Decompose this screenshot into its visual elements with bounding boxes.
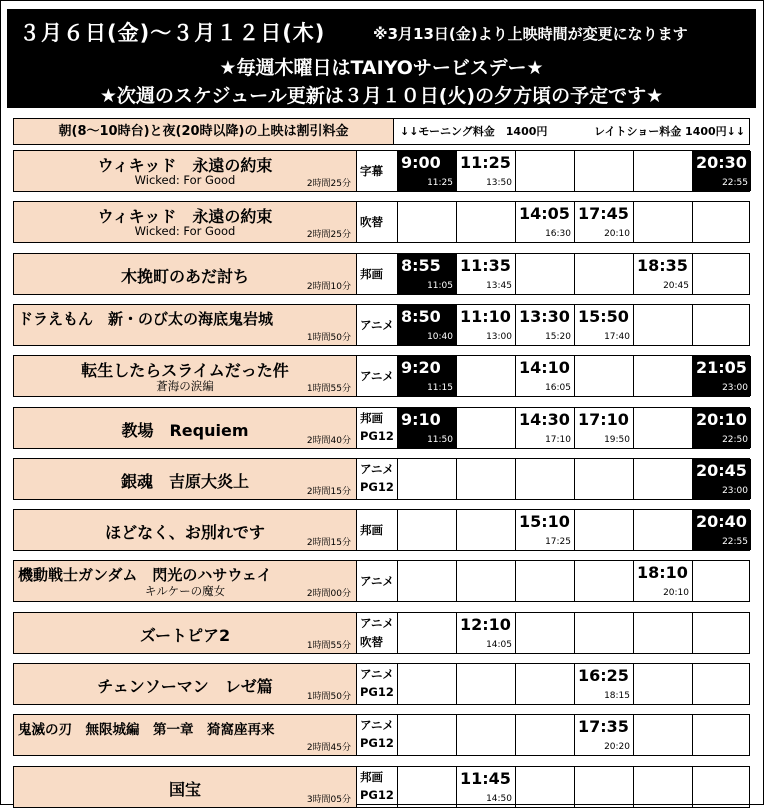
showtime-slot [634,151,693,191]
movie-type-label: 吹替 [360,215,383,229]
showtime-start: 17:35 [578,717,629,736]
showtime-slot [457,356,516,396]
movie-type-label: 吹替 [360,635,383,649]
showtime-slot [693,356,751,396]
movie-title-cell [14,715,357,755]
showtime-end: 13:00 [486,332,512,342]
showtime-slot [634,561,693,601]
showtime-slot [575,459,634,499]
movie-title: 鬼滅の刃 無限城編 第一章 猗窩座再来 [18,722,275,738]
showtime-start: 11:45 [460,769,511,788]
showtime-slot [398,459,457,499]
movie-row [13,663,750,705]
showtime-slot [398,356,457,396]
showtime-end: 20:45 [663,281,689,291]
showtime-start: 17:45 [578,204,629,223]
movie-row [13,509,750,551]
showtime-slot [398,767,457,807]
showtime-slot [575,510,634,550]
showtime-start: 18:35 [637,256,688,275]
showtime-slot [398,510,457,550]
movie-type-cell [357,151,398,191]
showtime-end: 17:40 [604,332,630,342]
movie-title-cell [14,356,357,396]
movie-title: ウィキッド 永遠の約束 [97,207,273,226]
showtime-start: 11:10 [460,307,511,326]
movie-subtitle: Wicked: For Good [134,224,236,238]
showtime-end: 23:00 [722,383,748,393]
movie-type-label: アニメ [360,718,394,732]
date-range: ３月６日(金)～３月１２日(木) [19,21,326,45]
showtime-slot [693,459,751,499]
movie-title: 木挽町のあだ討ち [120,267,249,286]
movie-title: 転生したらスライムだった件 [81,361,289,380]
movie-type-cell [357,356,398,396]
showtime-slot [516,254,575,294]
movie-row [13,150,750,192]
movie-type-label: PG12 [360,685,394,699]
showtime-end: 11:50 [427,435,453,445]
showtime-start: 14:05 [519,204,570,223]
movie-row [13,766,750,808]
showtime-slot [398,254,457,294]
movie-title: 国宝 [168,780,201,799]
movie-title-cell [14,151,357,191]
movie-title-cell [14,305,357,345]
showtime-slot [693,254,751,294]
showtime-slot [634,408,693,448]
movie-duration: 1時間55分 [306,384,351,394]
movie-title: 機動戦士ガンダム 閃光のハサウェイ [18,566,272,584]
movie-type-label: PG12 [360,429,394,443]
movie-type-label: アニメ [360,318,394,332]
schedule-header [7,9,756,108]
showtime-slot [693,715,751,755]
service-day-banner: ★毎週木曜日はTAIYOサービスデー★ [219,57,544,79]
showtime-end: 22:55 [722,178,748,188]
showtime-end: 13:50 [486,178,512,188]
showtime-start: 11:25 [460,153,511,172]
movie-row [13,407,750,449]
showtime-end: 16:30 [545,229,571,239]
showtime-slot [693,510,751,550]
movie-type-cell [357,561,398,601]
movie-type-label: アニメ [360,574,394,588]
showtime-slot [575,254,634,294]
showtime-slot [575,664,634,704]
showtime-slot [693,408,751,448]
showtime-end: 18:15 [604,691,630,701]
discount-note: 朝(8～10時台)と夜(20時以降)の上映は割引料金 [14,119,394,144]
showtime-slot [575,408,634,448]
movie-title-cell [14,408,357,448]
showtime-start: 14:10 [519,358,570,377]
showtime-slot [516,202,575,242]
showtime-start: 8:50 [401,307,441,326]
showtime-start: 20:45 [696,461,747,480]
showtime-slot [457,664,516,704]
movie-type-label: 邦画 [360,770,383,784]
showtime-slot [457,202,516,242]
showtime-slot [634,613,693,653]
movie-duration: 1時間55分 [306,641,351,651]
showtime-end: 20:20 [604,742,630,752]
showtime-slot [634,767,693,807]
movie-type-label: PG12 [360,788,394,802]
movie-type-label: PG12 [360,736,394,750]
showtime-end: 11:15 [427,383,453,393]
showtime-start: 12:10 [460,615,511,634]
showtime-slot [516,715,575,755]
showtime-slot [516,151,575,191]
movie-row [13,355,750,397]
showtime-slot [634,202,693,242]
showtime-slot [693,151,751,191]
movie-type-label: アニメ [360,616,394,630]
movie-title: ウィキッド 永遠の約束 [97,156,273,175]
showtime-slot [516,664,575,704]
showtime-start: 13:30 [519,307,570,326]
movie-subtitle: Wicked: For Good [134,173,236,187]
discount-bar [13,118,750,145]
showtime-slot [457,254,516,294]
showtime-start: 20:10 [696,410,747,429]
showtime-slot [575,202,634,242]
movie-type-cell [357,305,398,345]
late-show-price: レイトショー料金 1400円↓↓ [594,125,746,138]
showtime-slot [634,356,693,396]
showtime-start: 9:20 [401,358,441,377]
movie-title-cell [14,767,357,807]
showtime-start: 11:35 [460,256,511,275]
movie-duration: 2時間45分 [306,743,351,753]
showtime-end: 19:50 [604,435,630,445]
movie-type-label: 邦画 [360,411,383,425]
showtime-slot [693,305,751,345]
showtime-slot [575,305,634,345]
showtime-slot [575,767,634,807]
movie-title: 銀魂 吉原大炎上 [120,472,249,491]
showtime-end: 16:05 [545,383,571,393]
movie-duration: 2時間15分 [306,538,351,548]
showtime-slot [634,664,693,704]
showtime-slot [516,408,575,448]
showtime-slot [693,664,751,704]
showtime-slot [693,202,751,242]
showtime-slot [575,356,634,396]
showtime-slot [457,561,516,601]
showtime-slot [457,613,516,653]
showtime-start: 15:50 [578,307,629,326]
movie-row [13,714,750,756]
movie-row [13,304,750,346]
movie-type-label: アニメ [360,667,394,681]
movie-type-label: PG12 [360,480,394,494]
showtime-start: 8:55 [401,256,441,275]
showtime-start: 9:00 [401,153,441,172]
showtime-slot [516,561,575,601]
showtime-slot [516,613,575,653]
movie-type-label: 字幕 [360,164,383,178]
showtime-end: 13:45 [486,281,512,291]
showtime-end: 22:55 [722,537,748,547]
movie-title-cell [14,459,357,499]
showtime-slot [457,459,516,499]
movie-type-cell [357,613,398,653]
movie-title-cell [14,664,357,704]
showtime-slot [516,510,575,550]
showtime-start: 21:05 [696,358,747,377]
movie-type-cell [357,254,398,294]
showtime-start: 15:10 [519,512,570,531]
movie-title-cell [14,202,357,242]
movie-duration: 2時間25分 [306,179,351,189]
movie-type-label: アニメ [360,369,394,383]
showtime-slot [457,715,516,755]
movie-duration: 2時間15分 [306,487,351,497]
showtime-slot [398,613,457,653]
movie-title-cell [14,510,357,550]
morning-price: ↓↓モーニング料金 1400円 [400,125,548,138]
showtime-slot [398,408,457,448]
showtime-start: 20:30 [696,153,747,172]
showtime-slot [457,151,516,191]
showtime-start: 9:10 [401,410,441,429]
movie-duration: 1時間50分 [306,333,351,343]
movie-duration: 2時間10分 [306,282,351,292]
showtime-end: 23:00 [722,486,748,496]
showtime-end: 17:10 [545,435,571,445]
showtime-start: 17:10 [578,410,629,429]
showtime-slot [398,664,457,704]
showtime-start: 18:10 [637,563,688,582]
movie-type-cell [357,664,398,704]
movie-duration: 2時間25分 [306,230,351,240]
showtime-end: 20:10 [663,588,689,598]
showtime-slot [398,151,457,191]
movie-type-cell [357,408,398,448]
showtime-end: 17:25 [545,537,571,547]
movie-duration: 2時間00分 [306,589,351,599]
movie-duration: 2時間40分 [306,436,351,446]
showtime-end: 20:10 [604,229,630,239]
movie-title-cell [14,613,357,653]
movie-row [13,458,750,500]
showtime-end: 15:20 [545,332,571,342]
showtime-slot [516,459,575,499]
schedule-change-note: ※3月13日(金)より上映時間が変更になります [373,25,688,43]
movie-subtitle: キルケーの魔女 [144,584,226,598]
movie-row [13,612,750,654]
showtime-slot [693,561,751,601]
movie-type-cell [357,459,398,499]
movie-title: ズートピア2 [139,626,231,645]
movie-type-label: 邦画 [360,267,383,281]
movie-row [13,560,750,602]
showtime-end: 14:05 [486,640,512,650]
showtime-slot [634,459,693,499]
showtime-slot [398,561,457,601]
showtime-slot [634,510,693,550]
showtime-slot [575,715,634,755]
showtime-end: 22:50 [722,435,748,445]
movie-type-cell [357,715,398,755]
showtime-slot [575,613,634,653]
movie-row [13,201,750,243]
showtime-slot [634,305,693,345]
showtime-end: 11:25 [427,178,453,188]
showtime-slot [516,356,575,396]
showtime-end: 11:05 [427,281,453,291]
movie-type-cell [357,510,398,550]
movie-type-label: アニメ [360,462,394,476]
next-update-banner: ★次週のスケジュール更新は３月１０日(火)の夕方頃の予定です★ [99,85,664,107]
showtime-slot [398,715,457,755]
movie-title: 教場 Requiem [121,421,249,440]
showtime-start: 14:30 [519,410,570,429]
showtime-slot [575,151,634,191]
showtime-start: 20:40 [696,512,747,531]
movie-duration: 3時間05分 [306,795,351,805]
showtime-slot [398,202,457,242]
movie-type-label: 邦画 [360,523,383,537]
showtime-slot [693,613,751,653]
showtime-slot [457,305,516,345]
movie-title: ほどなく、お別れです [105,523,265,542]
showtime-slot [693,767,751,807]
showtime-slot [634,254,693,294]
showtime-slot [516,305,575,345]
showtime-slot [575,561,634,601]
showtime-slot [457,408,516,448]
showtime-end: 10:40 [427,332,453,342]
showtime-slot [634,715,693,755]
movie-duration: 1時間50分 [306,692,351,702]
movie-type-cell [357,767,398,807]
movie-title-cell [14,561,357,601]
movie-row [13,253,750,295]
showtime-slot [457,767,516,807]
showtime-slot [516,767,575,807]
movie-title: ドラえもん 新・のび太の海底鬼岩城 [18,310,274,328]
movie-type-cell [357,202,398,242]
movie-title: チェンソーマン レゼ篇 [97,677,273,696]
showtime-slot [457,510,516,550]
movie-title-cell [14,254,357,294]
movie-subtitle: 蒼海の涙編 [156,379,214,393]
showtime-start: 16:25 [578,666,629,685]
showtime-slot [398,305,457,345]
showtime-end: 14:50 [486,794,512,804]
